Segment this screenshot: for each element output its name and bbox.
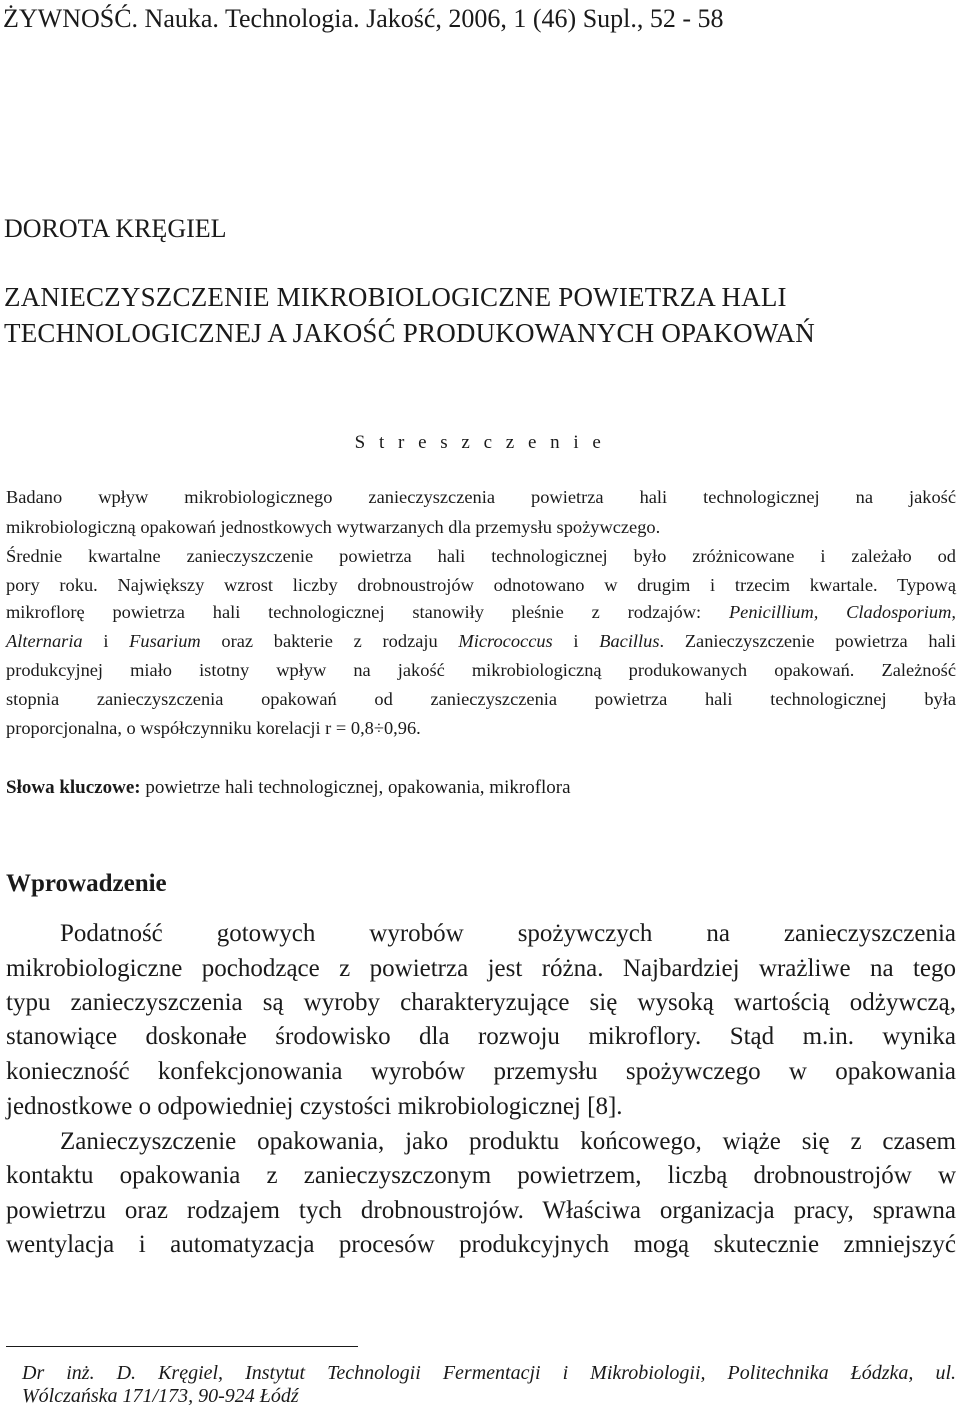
abstract-line: Badano wpływ mikrobiologicznego zanieczyszczenia powietrza hali technologicznej na jakość <box>6 487 956 507</box>
abstract-line: Średnie kwartalne zanieczyszczenie powietrza hali technologicznej było zróżnicowane i zależało od <box>6 546 956 566</box>
abstract-line <box>6 631 956 652</box>
author-name: DOROTA KRĘGIEL <box>4 214 227 243</box>
body-line: stanowiące doskonałe środowisko dla rozwoju mikroflory. Stąd m.in. wynika <box>6 1023 956 1050</box>
body-line: typu zanieczyszczenia są wyroby charakteryzujące się wysoką wartością odżywczą, <box>6 989 956 1016</box>
abstract-line: stopnia zanieczyszczenia opakowań od zanieczyszczenia powietrza hali technologicznej była <box>6 689 956 709</box>
body-line: Podatność gotowych wyrobów spożywczych na zanieczyszczenia <box>60 920 956 947</box>
keywords-text: powietrze hali technologicznej, opakowania, mikroflora <box>140 777 571 798</box>
body-line: powietrzu oraz rodzajem tych drobnoustrojów. Właściwa organizacja pracy, sprawna <box>6 1197 956 1224</box>
abstract-text: i <box>82 631 130 651</box>
body-line: Zanieczyszczenie opakowania, jako produktu końcowego, wiąże się z czasem <box>60 1128 956 1155</box>
genus-names: Penicillium, Cladosporium, <box>728 602 956 622</box>
footnote-rule <box>6 1346 358 1347</box>
body-line: jednostkowe o odpowiedniej czystości mikrobiologicznej [8]. <box>6 1093 623 1120</box>
body-line: konieczność konfekcjonowania wyrobów przemysłu spożywczego w opakowania <box>6 1058 956 1085</box>
abstract-line <box>6 602 956 623</box>
footnote-line: Wólczańska 171/173, 90-924 Łódź <box>22 1385 299 1407</box>
abstract-text: i <box>552 631 600 651</box>
body-line: mikrobiologiczne pochodzące z powietrza jest różna. Najbardziej wrażliwe na tego <box>6 955 956 982</box>
body-line: kontaktu opakowania z zanieczyszczonym powietrzem, liczbą drobnoustrojów w <box>6 1162 956 1189</box>
abstract-heading: S t r e s z c z e n i e <box>354 432 606 453</box>
article-title-line-1: ZANIECZYSZCZENIE MIKROBIOLOGICZNE POWIETRZA HALI <box>4 282 787 312</box>
abstract-line: pory roku. Największy wzrost liczby drobnoustrojów odnotowano w drugim i trzecim kwartale. Typową <box>6 575 956 595</box>
genus-name: Fusarium <box>129 631 201 651</box>
abstract-text: mikroflorę powietrza hali technologicznej stanowiły pleśnie z rodzajów: <box>6 602 729 622</box>
abstract-line: mikrobiologiczną opakowań jednostkowych wytwarzanych dla przemysłu spożywczego. <box>6 517 661 537</box>
abstract-text: . Zanieczyszczenie powietrza hali <box>659 631 956 651</box>
keywords <box>6 777 571 799</box>
section-heading: Wprowadzenie <box>6 870 167 897</box>
abstract-line: produkcyjnej miało istotny wpływ na jakość mikrobiologiczną produkowanych opakowań. Zależność <box>6 660 956 680</box>
footnote-line: Dr inż. D. Kręgiel, Instytut Technologii Fermentacji i Mikrobiologii, Politechnika Łódzka, ul. <box>22 1362 956 1384</box>
abstract-line: proporcjonalna, o współczynniku korelacji r = 0,8÷0,96. <box>6 718 421 738</box>
body-line: wentylacja i automatyzacja procesów produkcyjnych mogą skutecznie zmniejszyć <box>6 1231 956 1258</box>
keywords-label: Słowa kluczowe: <box>6 777 141 798</box>
genus-name: Micrococcus <box>458 631 553 651</box>
abstract-text: oraz bakterie z rodzaju <box>200 631 459 651</box>
article-title-line-2: TECHNOLOGICZNEJ A JAKOŚĆ PRODUKOWANYCH OPAKOWAŃ <box>4 318 815 348</box>
journal-citation: ŻYWNOŚĆ. Nauka. Technologia. Jakość, 2006, 1 (46) Supl., 52 - 58 <box>3 4 724 33</box>
genus-name: Bacillus <box>599 631 660 651</box>
genus-name: Alternaria <box>6 631 83 651</box>
